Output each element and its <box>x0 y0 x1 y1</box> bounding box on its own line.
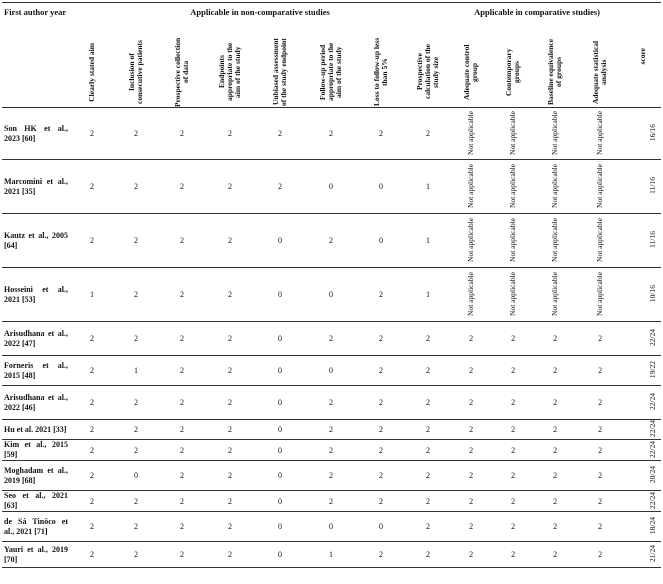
score-cell: 20/24 <box>648 466 658 484</box>
author-cell: Kim et al., 2015 [59] <box>4 440 68 460</box>
table-body <box>2 108 661 568</box>
criterion-cell: 2 <box>598 496 603 506</box>
criterion-cell: Not applicable <box>466 110 476 155</box>
criterion-cell: Not applicable <box>508 163 518 208</box>
criterion-cell: 2 <box>90 236 94 245</box>
score-cell: 22/24 <box>648 491 658 509</box>
criterion-cell: 2 <box>134 290 138 299</box>
criterion-cell: 2 <box>180 290 184 299</box>
author-cell: Marcomini et al., 2021 [35] <box>4 176 68 196</box>
criterion-cell: 2 <box>134 550 138 560</box>
criterion-cell: 2 <box>553 366 558 375</box>
criterion-cell: 2 <box>180 398 184 407</box>
col-header: Clearly stated aim <box>87 42 96 102</box>
criterion-cell: 1 <box>90 290 94 299</box>
criterion-cell: 2 <box>134 334 138 343</box>
score-cell: 22/24 <box>648 392 658 411</box>
table-row <box>2 386 661 420</box>
table-row <box>2 491 661 512</box>
criterion-cell: Not applicable <box>466 163 476 208</box>
criterion-cell: 2 <box>90 182 94 191</box>
criterion-cell: 1 <box>134 366 138 375</box>
criterion-cell: 0 <box>278 398 282 407</box>
criterion-cell: 2 <box>511 471 516 481</box>
col-header: Contemporary groups <box>504 48 522 96</box>
criterion-cell: 2 <box>553 550 558 560</box>
criterion-cell: 2 <box>180 182 184 191</box>
criterion-cell: 2 <box>469 445 474 455</box>
criterion-cell: 2 <box>426 471 431 481</box>
score-header: score <box>638 47 648 65</box>
criterion-cell: 2 <box>598 471 603 481</box>
criterion-cell: 2 <box>180 425 184 435</box>
criterion-cell: 2 <box>329 129 333 138</box>
criterion-cell: 2 <box>134 522 138 532</box>
noncomparative-group-header: Applicable in non-comparative studies <box>190 7 330 17</box>
criterion-cell: 2 <box>553 522 558 532</box>
criterion-cell: 2 <box>228 445 232 455</box>
criterion-cell: 2 <box>180 550 184 560</box>
criterion-cell: Not applicable <box>508 271 518 316</box>
author-cell: Hu et al. 2021 [33] <box>4 424 67 434</box>
author-cell: Arisudhana et al., 2022 [46] <box>4 392 68 412</box>
criterion-cell: Not applicable <box>595 163 605 208</box>
criterion-cell: 2 <box>426 129 431 138</box>
criterion-cell: 2 <box>553 471 558 481</box>
criterion-cell: Not applicable <box>508 217 518 262</box>
criterion-cell: 0 <box>379 182 383 191</box>
criterion-cell: 2 <box>180 445 184 455</box>
col-header: Inclusion of consecutive patients <box>127 40 144 104</box>
score-cell: 11/16 <box>648 177 658 194</box>
author-cell: Moghadam et al., 2019 [68] <box>4 465 68 485</box>
table-row <box>2 160 661 214</box>
criterion-cell: 2 <box>426 522 431 532</box>
score-cell: 18/24 <box>648 517 658 535</box>
header-row-criteria <box>2 37 661 108</box>
criterion-cell: 0 <box>329 366 333 375</box>
criterion-cell: 0 <box>379 236 383 245</box>
criterion-cell: 0 <box>278 366 282 375</box>
criterion-cell: 2 <box>329 496 333 506</box>
author-cell: Forneris et al., 2015 [48] <box>4 360 68 380</box>
criterion-cell: 2 <box>553 425 558 435</box>
criterion-cell: 2 <box>90 425 94 435</box>
criterion-cell: 2 <box>180 522 184 532</box>
criterion-cell: 2 <box>511 522 516 532</box>
col-header: Prospective collection of data <box>173 37 190 107</box>
table-row <box>2 461 661 491</box>
criterion-cell: 2 <box>469 522 474 532</box>
col-header: Baseline equivalence of groups <box>546 38 564 106</box>
criterion-cell: 2 <box>180 366 184 375</box>
criterion-cell: 2 <box>228 182 232 191</box>
table-row <box>2 542 661 568</box>
criterion-cell: 2 <box>278 129 282 138</box>
criterion-cell: 2 <box>228 425 232 435</box>
criterion-cell: 2 <box>134 236 138 245</box>
criterion-cell: 2 <box>134 445 138 455</box>
criterion-cell: 2 <box>511 496 516 506</box>
author-cell: Son HK et al., 2023 [60] <box>4 123 68 143</box>
score-cell: 22/24 <box>648 420 658 438</box>
author-cell: Kautz et al., 2005 [64] <box>4 230 68 250</box>
criterion-cell: 2 <box>228 550 232 560</box>
criterion-cell: 2 <box>228 496 232 506</box>
criterion-cell: 2 <box>553 398 558 407</box>
criterion-cell: 2 <box>553 334 558 343</box>
criterion-cell: 2 <box>598 550 603 560</box>
comparative-group-header: Applicable in comparative studies) <box>474 7 601 17</box>
criterion-cell: 2 <box>228 398 232 407</box>
criterion-cell: 2 <box>134 398 138 407</box>
criterion-cell: 2 <box>329 471 333 481</box>
criterion-cell: 0 <box>329 522 333 532</box>
author-cell: de Sá Tinôco et al., 2021 [71] <box>4 516 68 536</box>
criterion-cell: 0 <box>278 496 282 506</box>
criterion-cell: 2 <box>426 366 431 375</box>
criterion-cell: 2 <box>511 366 516 375</box>
criterion-cell: 2 <box>598 445 603 455</box>
criterion-cell: 2 <box>426 334 431 343</box>
criterion-cell: 2 <box>90 522 94 532</box>
criterion-cell: 0 <box>278 445 282 455</box>
criterion-cell: 2 <box>134 496 138 506</box>
criterion-cell: 2 <box>90 471 94 481</box>
criterion-cell: 1 <box>426 236 431 245</box>
criterion-cell: 2 <box>553 445 558 455</box>
criterion-cell: 0 <box>134 471 138 481</box>
score-cell: 10/16 <box>648 284 658 303</box>
criterion-cell: 2 <box>469 366 474 375</box>
criterion-cell: Not applicable <box>508 110 518 155</box>
col-header: Adequate control group <box>462 44 480 100</box>
criterion-cell: 2 <box>180 129 184 138</box>
criterion-cell: 0 <box>278 471 282 481</box>
table-row <box>2 420 661 440</box>
table-row <box>2 322 661 356</box>
criterion-cell: 0 <box>329 290 333 299</box>
col-header: Follow-up period appropriate to the aim of the study <box>318 42 343 102</box>
criterion-cell: 2 <box>90 496 94 506</box>
criterion-cell: 2 <box>228 471 232 481</box>
criterion-cell: 2 <box>379 496 383 506</box>
col-header: Unbiased assessment of the study endpoint <box>271 38 288 106</box>
criterion-cell: 0 <box>278 236 282 245</box>
criterion-cell: 0 <box>379 522 383 532</box>
criterion-cell: Not applicable <box>550 163 560 208</box>
score-cell: 22/24 <box>648 440 658 458</box>
criterion-cell: 2 <box>469 425 474 435</box>
criterion-cell: 2 <box>469 471 474 481</box>
criterion-cell: 2 <box>228 290 232 299</box>
criterion-cell: 2 <box>278 182 282 191</box>
criterion-cell: 0 <box>278 550 282 560</box>
criterion-cell: 2 <box>469 550 474 560</box>
author-cell: Arisudhana et al., 2022 [47] <box>4 328 68 348</box>
header-row-groups <box>2 3 661 38</box>
criterion-cell: 2 <box>90 550 94 560</box>
criterion-cell: 2 <box>134 129 138 138</box>
criterion-cell: 2 <box>598 522 603 532</box>
col-header: Adequate statistical analysis <box>591 40 609 104</box>
score-cell: 11/16 <box>648 231 658 248</box>
score-header-cell <box>624 3 661 108</box>
criterion-cell: 2 <box>379 398 383 407</box>
score-cell: 19/22 <box>648 360 658 379</box>
table-row <box>2 108 661 160</box>
table-row <box>2 214 661 268</box>
criterion-cell: Not applicable <box>550 217 560 262</box>
criterion-cell: 0 <box>278 290 282 299</box>
criterion-cell: 2 <box>598 334 603 343</box>
criterion-cell: 2 <box>426 550 431 560</box>
criterion-cell: 2 <box>180 496 184 506</box>
table-row <box>2 440 661 461</box>
criterion-cell: 2 <box>228 366 232 375</box>
table-row <box>2 268 661 322</box>
criterion-cell: 2 <box>469 334 474 343</box>
criterion-cell: 2 <box>598 398 603 407</box>
criterion-cell: 2 <box>90 129 94 138</box>
criterion-cell: 2 <box>511 550 516 560</box>
criterion-cell: 2 <box>598 366 603 375</box>
criterion-cell: 2 <box>228 236 232 245</box>
criterion-cell: 2 <box>90 445 94 455</box>
criterion-cell: 2 <box>228 334 232 343</box>
criterion-cell: 2 <box>134 425 138 435</box>
criterion-cell: 2 <box>180 471 184 481</box>
first-author-header: First author year <box>4 7 67 17</box>
criterion-cell: Not applicable <box>466 217 476 262</box>
criterion-cell: 2 <box>379 550 383 560</box>
criterion-cell: 2 <box>329 334 333 343</box>
author-cell: Hosseini et al., 2021 [53] <box>4 284 68 304</box>
criterion-cell: Not applicable <box>595 217 605 262</box>
criterion-cell: 2 <box>329 398 333 407</box>
criterion-cell: 2 <box>598 425 603 435</box>
criterion-cell: 2 <box>511 445 516 455</box>
criterion-cell: 2 <box>426 496 431 506</box>
quality-assessment-table <box>2 2 661 568</box>
criterion-cell: 2 <box>426 425 431 435</box>
criterion-cell: Not applicable <box>466 271 476 316</box>
criterion-cell: 2 <box>426 445 431 455</box>
score-cell: 16/16 <box>648 123 658 142</box>
criterion-cell: 2 <box>379 425 383 435</box>
col-header: Loss to follow-up less than 5% <box>372 37 389 107</box>
criterion-cell: 1 <box>329 550 333 560</box>
score-cell: 21/24 <box>648 545 658 563</box>
col-header: Endpoints appropriate to the aim of the study <box>217 42 242 102</box>
col-header: Prospective calculation of the study size <box>415 44 441 100</box>
table-row <box>2 512 661 542</box>
criterion-cell: 2 <box>90 398 94 407</box>
criterion-cell: 2 <box>329 445 333 455</box>
criterion-cell: 2 <box>329 236 333 245</box>
criterion-cell: Not applicable <box>550 271 560 316</box>
criterion-cell: 2 <box>329 425 333 435</box>
criterion-cell: Not applicable <box>550 110 560 155</box>
criterion-cell: 2 <box>379 445 383 455</box>
criterion-cell: 2 <box>379 129 383 138</box>
criterion-cell: 2 <box>511 398 516 407</box>
criterion-cell: 2 <box>379 471 383 481</box>
criterion-cell: 2 <box>553 496 558 506</box>
criterion-cell: 2 <box>511 334 516 343</box>
criterion-cell: 0 <box>329 182 333 191</box>
criterion-cell: 2 <box>134 182 138 191</box>
criterion-cell: 2 <box>511 425 516 435</box>
criterion-cell: 2 <box>90 366 94 375</box>
criterion-cell: Not applicable <box>595 110 605 155</box>
criterion-cell: 0 <box>278 334 282 343</box>
criterion-cell: 2 <box>379 334 383 343</box>
criterion-cell: 2 <box>426 398 431 407</box>
author-cell: Seo et al., 2021 [63] <box>4 491 68 511</box>
criterion-cell: 2 <box>228 129 232 138</box>
criterion-cell: 2 <box>90 334 94 343</box>
score-cell: 22/24 <box>648 328 658 347</box>
criterion-cell: 0 <box>278 425 282 435</box>
criterion-cell: Not applicable <box>595 271 605 316</box>
criterion-cell: 2 <box>469 496 474 506</box>
criterion-cell: 2 <box>469 398 474 407</box>
criterion-cell: 2 <box>180 236 184 245</box>
criterion-cell: 0 <box>278 522 282 532</box>
criterion-cell: 2 <box>180 334 184 343</box>
criterion-cell: 2 <box>379 290 383 299</box>
criterion-cell: 1 <box>426 290 431 299</box>
table-row <box>2 356 661 386</box>
criterion-cell: 2 <box>228 522 232 532</box>
author-cell: Yauri et al., 2019 [70] <box>4 544 68 564</box>
criterion-cell: 1 <box>426 182 431 191</box>
criterion-cell: 2 <box>379 366 383 375</box>
